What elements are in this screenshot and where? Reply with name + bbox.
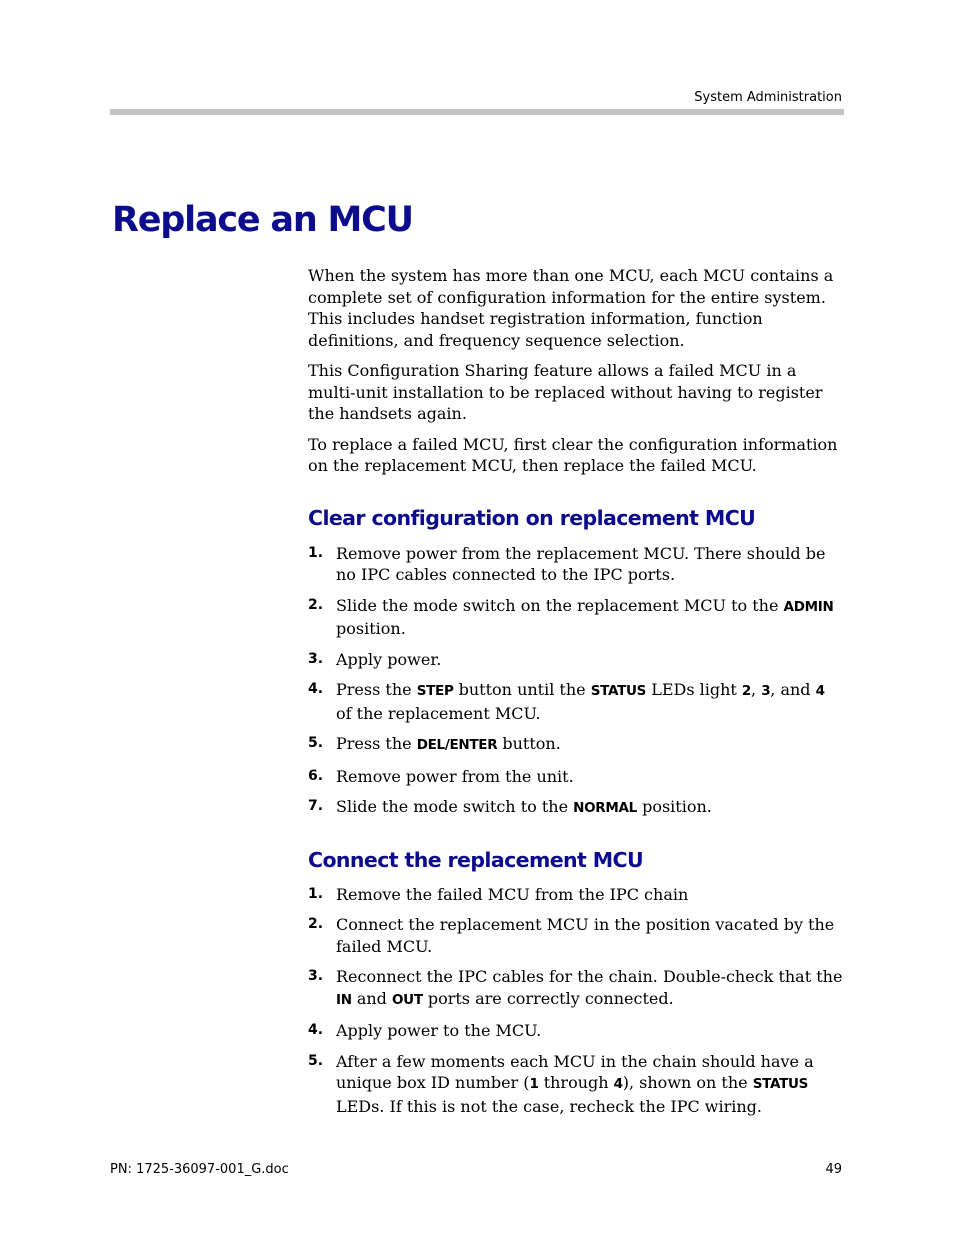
step-item: 3. Apply power. (308, 649, 442, 669)
keyword-led-3: 3 (761, 683, 771, 699)
keyword-admin: ADMIN (783, 598, 834, 615)
keyword-normal: NORMAL (573, 800, 637, 816)
keyword-id-4: 4 (613, 1076, 623, 1092)
step-number: 2. (308, 916, 324, 932)
intro-paragraph-1: When the system has more than one MCU, each MCU contains a complete set of configuration information for the entire system. This includes handset registration information, function definitions, and frequency sequence selection. (308, 266, 834, 350)
step-item: 4. Apply power to the MCU. (308, 1021, 542, 1040)
intro-paragraph-2: This Configuration Sharing feature allows a failed MCU in a multi-unit installation to be replaced without having to register the handsets again. (308, 361, 823, 423)
step-item: 2. Slide the mode switch on the replacement MCU to the ADMIN position. (308, 595, 834, 638)
keyword-in: IN (336, 991, 352, 1008)
footer-doc-id: PN: 1725-36097-001_G.doc (110, 1162, 289, 1177)
keyword-status: STATUS (590, 683, 647, 699)
main-content (308, 265, 844, 1126)
step-item: 4. Press the STEP button until the STATUS LEDs light 2, 3, and 4 of the replacement MCU. (308, 680, 825, 723)
step-number: 2. (308, 596, 324, 613)
keyword-led-2: 2 (741, 683, 752, 699)
step-item: 1. Remove power from the replacement MCU. There should be no IPC cables connected to the IPC ports. (308, 543, 826, 584)
step-number: 4. (308, 1022, 324, 1038)
step-number: 1. (308, 544, 324, 561)
page-number: 49 (825, 1162, 842, 1177)
step-item: 6. Remove power from the unit. (308, 766, 574, 786)
step-number: 5. (308, 1052, 324, 1069)
keyword-led-4: 4 (815, 683, 825, 699)
step-number: 4. (308, 681, 324, 697)
step-item: 3. Reconnect the IPC cables for the chain. Double-check that the IN and OUT ports are correctly connected. (308, 967, 843, 1008)
step-item: 2. Connect the replacement MCU in the position vacated by the failed MCU. (308, 915, 835, 956)
section-heading-clear-config: Clear configuration on replacement MCU (308, 505, 756, 530)
step-number: 1. (308, 885, 324, 902)
keyword-step: STEP (416, 683, 454, 699)
step-number: 6. (308, 767, 324, 784)
running-header: System Administration (694, 90, 842, 105)
step-number: 5. (308, 735, 324, 751)
keyword-out: OUT (392, 991, 423, 1008)
section-heading-connect: Connect the replacement MCU (308, 847, 644, 872)
page-title: Replace an MCU (112, 200, 413, 240)
step-item: 1. Remove the failed MCU from the IPC chain (308, 884, 689, 904)
step-item: 5. After a few moments each MCU in the chain should have a unique box ID number (1 through 4), shown on the STATUS LEDs. If this is not the case, recheck the IPC wiring. (308, 1051, 814, 1116)
keyword-del-enter: DEL/ENTER (416, 737, 498, 753)
steps-list-connect (308, 884, 844, 1118)
step-item: 5. Press the DEL/ENTER button. (308, 734, 561, 753)
step-number: 3. (308, 650, 324, 667)
intro-paragraph-3: To replace a failed MCU, first clear the configuration information on the replacement MCU, then replace the failed MCU. (308, 434, 838, 475)
steps-list-clear-config (308, 543, 844, 820)
step-number: 7. (308, 798, 324, 814)
header-rule (110, 109, 844, 115)
step-item: 7. Slide the mode switch to the NORMAL position. (308, 797, 712, 816)
keyword-status: STATUS (752, 1076, 809, 1092)
keyword-id-1: 1 (529, 1076, 539, 1092)
step-number: 3. (308, 968, 324, 984)
